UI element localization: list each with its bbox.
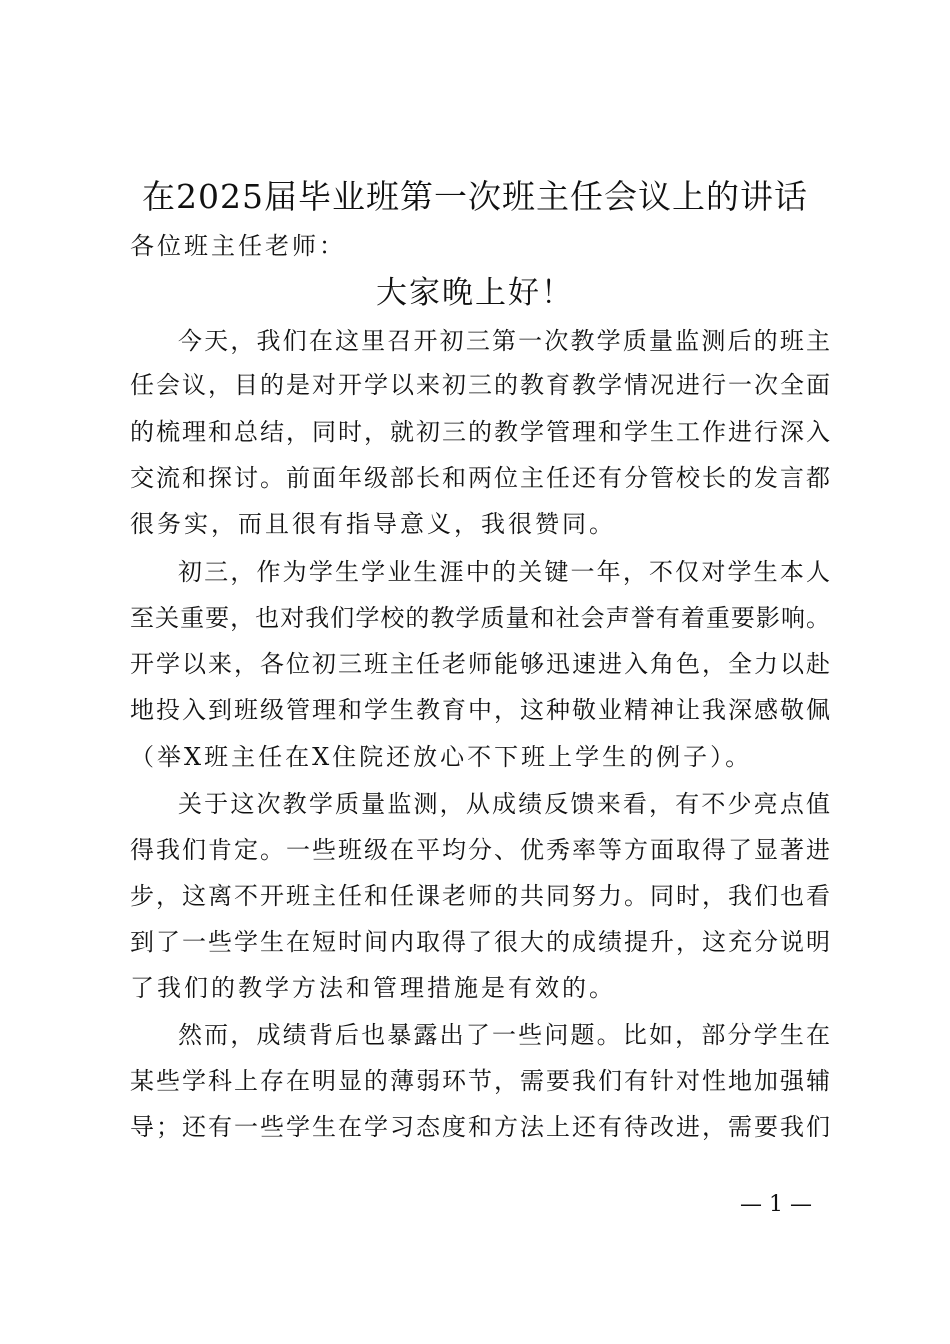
paragraph-1-line-4: 交流和探讨。前面年级部长和两位主任还有分管校长的发言都 <box>130 464 830 492</box>
paragraph-3-line-1: 关于这次教学质量监测，从成绩反馈来看，有不少亮点值 <box>178 790 830 818</box>
greeting: 大家晚上好！ <box>376 275 574 311</box>
paragraph-2-line-2: 至关重要，也对我们学校的教学质量和社会声誉有着重要影响。 <box>130 604 830 632</box>
paragraph-4-line-3: 导；还有一些学生在学习态度和方法上还有待改进，需要我们 <box>130 1113 830 1141</box>
paragraph-1-line-2: 任会议，目的是对开学以来初三的教育教学情况进行一次全面 <box>130 371 830 399</box>
paragraph-3-line-5: 了我们的教学方法和管理措施是有效的。 <box>130 974 616 1002</box>
paragraph-4-line-2: 某些学科上存在明显的薄弱环节，需要我们有针对性地加强辅 <box>130 1067 830 1095</box>
paragraph-2-line-5: （举X班主任在X住院还放心不下班上学生的例子）。 <box>130 743 753 771</box>
page-number: — 1 — <box>740 1192 812 1217</box>
salutation: 各位班主任老师： <box>130 232 346 260</box>
paragraph-1-line-5: 很务实，而且很有指导意义，我很赞同。 <box>130 510 616 538</box>
page-title: 在2025届毕业班第一次班主任会议上的讲话 <box>142 177 808 216</box>
paragraph-1-line-3: 的梳理和总结，同时，就初三的教学管理和学生工作进行深入 <box>130 418 830 446</box>
paragraph-2-line-1: 初三，作为学生学业生涯中的关键一年，不仅对学生本人 <box>178 558 830 586</box>
paragraph-3-line-2: 得我们肯定。一些班级在平均分、优秀率等方面取得了显著进 <box>130 836 830 864</box>
paragraph-4-line-1: 然而，成绩背后也暴露出了一些问题。比如，部分学生在 <box>178 1021 830 1049</box>
paragraph-2-line-4: 地投入到班级管理和学生教育中，这种敬业精神让我深感敬佩 <box>130 696 830 724</box>
paragraph-1-line-1: 今天，我们在这里召开初三第一次教学质量监测后的班主 <box>178 327 830 355</box>
paragraph-2-line-3: 开学以来，各位初三班主任老师能够迅速进入角色，全力以赴 <box>130 650 830 678</box>
paragraph-3-line-3: 步，这离不开班主任和任课老师的共同努力。同时，我们也看 <box>130 882 830 910</box>
paragraph-3-line-4: 到了一些学生在短时间内取得了很大的成绩提升，这充分说明 <box>130 928 830 956</box>
